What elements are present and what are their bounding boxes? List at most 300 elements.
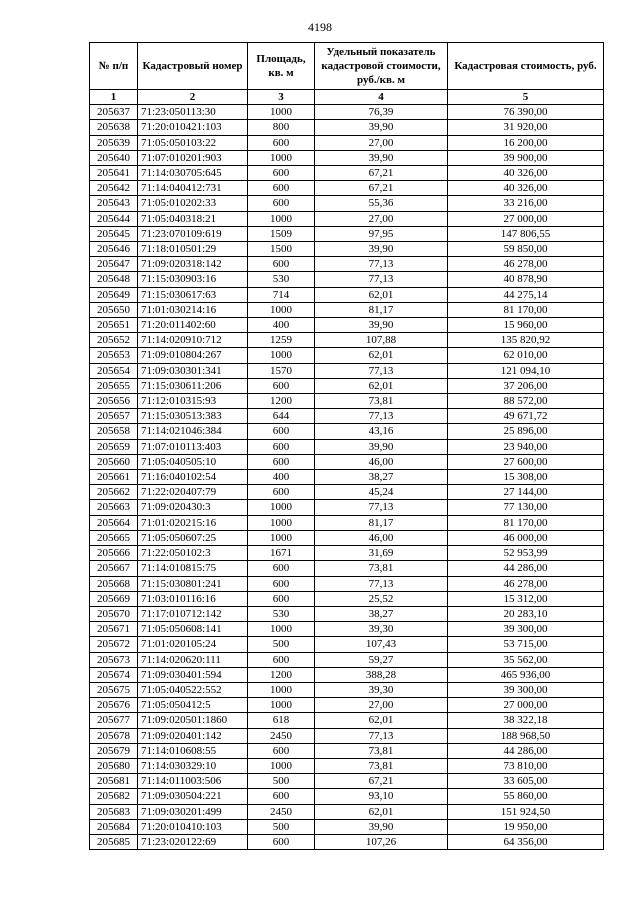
table-row (90, 242, 604, 257)
unit-value: 39,90 (315, 150, 448, 165)
cadastral-number: 71:23:020122:69 (138, 834, 248, 849)
area-value: 1570 (248, 363, 315, 378)
row-index: 205655 (90, 378, 138, 393)
area-value: 800 (248, 120, 315, 135)
table-row (90, 637, 604, 652)
cadastral-cost: 15 960,00 (448, 318, 604, 333)
table-row (90, 819, 604, 834)
cadastral-number: 71:14:010815:75 (138, 561, 248, 576)
row-index: 205657 (90, 409, 138, 424)
cadastral-number: 71:22:050102:3 (138, 546, 248, 561)
area-value: 500 (248, 637, 315, 652)
table-row (90, 500, 604, 515)
area-value: 644 (248, 409, 315, 424)
row-index: 205642 (90, 181, 138, 196)
row-index: 205643 (90, 196, 138, 211)
unit-value: 388,28 (315, 667, 448, 682)
cadastral-number: 71:05:040505:10 (138, 454, 248, 469)
cadastral-cost: 81 170,00 (448, 302, 604, 317)
cadastral-cost: 44 275,14 (448, 287, 604, 302)
column-number: 2 (138, 90, 248, 105)
row-index: 205678 (90, 728, 138, 743)
cadastral-number: 71:14:040412:731 (138, 181, 248, 196)
row-index: 205637 (90, 105, 138, 120)
cadastral-number: 71:14:011003:506 (138, 774, 248, 789)
cadastral-cost: 40 878,90 (448, 272, 604, 287)
cadastral-cost: 33 216,00 (448, 196, 604, 211)
table-row (90, 758, 604, 773)
unit-value: 77,13 (315, 363, 448, 378)
table-row (90, 546, 604, 561)
row-index: 205685 (90, 834, 138, 849)
area-value: 600 (248, 378, 315, 393)
table-row (90, 728, 604, 743)
cadastral-cost: 49 671,72 (448, 409, 604, 424)
table-row (90, 318, 604, 333)
cadastral-number: 71:23:050113:30 (138, 105, 248, 120)
area-value: 1259 (248, 333, 315, 348)
cadastral-number: 71:05:040318:21 (138, 211, 248, 226)
header-cadastral-cost: Кадастровая стоимость, руб. (448, 43, 604, 90)
unit-value: 31,69 (315, 546, 448, 561)
cadastral-number: 71:20:011402:60 (138, 318, 248, 333)
cadastral-number: 71:05:050103:22 (138, 135, 248, 150)
cadastral-number: 71:07:010113:403 (138, 439, 248, 454)
table-row (90, 439, 604, 454)
area-value: 1000 (248, 530, 315, 545)
area-value: 600 (248, 591, 315, 606)
cadastral-number: 71:14:030705:645 (138, 166, 248, 181)
cadastral-cost: 37 206,00 (448, 378, 604, 393)
header-unit-value: Удельный показатель кадастровой стоимости, руб./кв. м (315, 43, 448, 90)
cadastral-number: 71:23:070109:619 (138, 226, 248, 241)
cadastral-number: 71:15:030611:206 (138, 378, 248, 393)
cadastral-number: 71:05:050412:5 (138, 698, 248, 713)
cadastral-number: 71:12:010315:93 (138, 394, 248, 409)
unit-value: 62,01 (315, 713, 448, 728)
cadastral-number: 71:05:010202:33 (138, 196, 248, 211)
cadastral-cost: 23 940,00 (448, 439, 604, 454)
area-value: 1500 (248, 242, 315, 257)
row-index: 205681 (90, 774, 138, 789)
row-index: 205683 (90, 804, 138, 819)
table-row (90, 196, 604, 211)
cadastral-cost: 19 950,00 (448, 819, 604, 834)
column-number: 5 (448, 90, 604, 105)
area-value: 500 (248, 819, 315, 834)
cadastral-number: 71:09:030301:341 (138, 363, 248, 378)
cadastral-cost: 465 936,00 (448, 667, 604, 682)
unit-value: 39,90 (315, 819, 448, 834)
cadastral-number: 71:14:020620:111 (138, 652, 248, 667)
cadastral-cost: 15 308,00 (448, 470, 604, 485)
table-row (90, 682, 604, 697)
unit-value: 73,81 (315, 743, 448, 758)
cadastral-cost: 33 605,00 (448, 774, 604, 789)
unit-value: 38,27 (315, 606, 448, 621)
area-value: 600 (248, 789, 315, 804)
unit-value: 77,13 (315, 728, 448, 743)
cadastral-number: 71:14:030329:10 (138, 758, 248, 773)
cadastral-cost: 147 806,55 (448, 226, 604, 241)
cadastral-number: 71:15:030801:241 (138, 576, 248, 591)
cadastral-number: 71:09:030201:499 (138, 804, 248, 819)
unit-value: 39,90 (315, 242, 448, 257)
column-number: 1 (90, 90, 138, 105)
cadastral-number: 71:17:010712:142 (138, 606, 248, 621)
cadastral-cost: 62 010,00 (448, 348, 604, 363)
row-index: 205680 (90, 758, 138, 773)
unit-value: 81,17 (315, 515, 448, 530)
column-number: 3 (248, 90, 315, 105)
unit-value: 46,00 (315, 530, 448, 545)
table-row (90, 257, 604, 272)
cadastral-cost: 135 820,92 (448, 333, 604, 348)
area-value: 600 (248, 196, 315, 211)
table-row (90, 166, 604, 181)
table-row (90, 378, 604, 393)
unit-value: 39,90 (315, 120, 448, 135)
row-index: 205651 (90, 318, 138, 333)
area-value: 600 (248, 576, 315, 591)
table-row (90, 150, 604, 165)
row-index: 205679 (90, 743, 138, 758)
area-value: 600 (248, 561, 315, 576)
table-row (90, 804, 604, 819)
table-row (90, 789, 604, 804)
area-value: 1000 (248, 150, 315, 165)
table-row (90, 135, 604, 150)
row-index: 205673 (90, 652, 138, 667)
cadastral-number: 71:14:020910:712 (138, 333, 248, 348)
unit-value: 77,13 (315, 272, 448, 287)
area-value: 400 (248, 470, 315, 485)
unit-value: 93,10 (315, 789, 448, 804)
unit-value: 39,30 (315, 682, 448, 697)
area-value: 1000 (248, 622, 315, 637)
cadastral-cost: 27 000,00 (448, 698, 604, 713)
unit-value: 25,52 (315, 591, 448, 606)
table-row (90, 622, 604, 637)
row-index: 205646 (90, 242, 138, 257)
row-index: 205664 (90, 515, 138, 530)
unit-value: 59,27 (315, 652, 448, 667)
table-row (90, 181, 604, 196)
row-index: 205659 (90, 439, 138, 454)
row-index: 205650 (90, 302, 138, 317)
table-body (90, 105, 604, 850)
cadastral-cost: 73 810,00 (448, 758, 604, 773)
unit-value: 62,01 (315, 804, 448, 819)
area-value: 600 (248, 454, 315, 469)
unit-value: 76,39 (315, 105, 448, 120)
row-index: 205660 (90, 454, 138, 469)
unit-value: 39,30 (315, 622, 448, 637)
row-index: 205647 (90, 257, 138, 272)
unit-value: 97,95 (315, 226, 448, 241)
row-index: 205639 (90, 135, 138, 150)
cadastral-number: 71:05:050608:141 (138, 622, 248, 637)
cadastral-number: 71:15:030903:16 (138, 272, 248, 287)
row-index: 205653 (90, 348, 138, 363)
cadastral-number: 71:22:020407:79 (138, 485, 248, 500)
unit-value: 55,36 (315, 196, 448, 211)
cadastral-cost: 76 390,00 (448, 105, 604, 120)
area-value: 600 (248, 424, 315, 439)
cadastral-cost: 77 130,00 (448, 500, 604, 515)
row-index: 205665 (90, 530, 138, 545)
table-row (90, 105, 604, 120)
cadastral-number: 71:20:010421:103 (138, 120, 248, 135)
cadastral-cost: 15 312,00 (448, 591, 604, 606)
table-row (90, 698, 604, 713)
area-value: 714 (248, 287, 315, 302)
cadastral-number: 71:20:010410:103 (138, 819, 248, 834)
cadastral-value-table (89, 42, 604, 850)
area-value: 1000 (248, 682, 315, 697)
area-value: 600 (248, 485, 315, 500)
area-value: 1000 (248, 348, 315, 363)
table-row (90, 454, 604, 469)
table-row (90, 743, 604, 758)
cadastral-cost: 46 278,00 (448, 257, 604, 272)
cadastral-number: 71:14:010608:55 (138, 743, 248, 758)
row-index: 205684 (90, 819, 138, 834)
row-index: 205674 (90, 667, 138, 682)
unit-value: 38,27 (315, 470, 448, 485)
area-value: 600 (248, 181, 315, 196)
cadastral-cost: 25 896,00 (448, 424, 604, 439)
cadastral-cost: 52 953,99 (448, 546, 604, 561)
table-row (90, 272, 604, 287)
cadastral-number: 71:01:020105:24 (138, 637, 248, 652)
table-row (90, 302, 604, 317)
cadastral-cost: 27 000,00 (448, 211, 604, 226)
cadastral-number: 71:09:020501:1860 (138, 713, 248, 728)
row-index: 205666 (90, 546, 138, 561)
row-index: 205675 (90, 682, 138, 697)
cadastral-cost: 44 286,00 (448, 743, 604, 758)
cadastral-number: 71:05:040522:552 (138, 682, 248, 697)
area-value: 1000 (248, 211, 315, 226)
row-index: 205641 (90, 166, 138, 181)
cadastral-number: 71:09:010804:267 (138, 348, 248, 363)
cadastral-cost: 81 170,00 (448, 515, 604, 530)
cadastral-cost: 39 300,00 (448, 622, 604, 637)
area-value: 400 (248, 318, 315, 333)
table-row (90, 394, 604, 409)
table-row (90, 834, 604, 849)
unit-value: 62,01 (315, 348, 448, 363)
area-value: 2450 (248, 728, 315, 743)
unit-value: 46,00 (315, 454, 448, 469)
unit-value: 107,26 (315, 834, 448, 849)
table-row (90, 713, 604, 728)
table-row (90, 363, 604, 378)
cadastral-number: 71:01:030214:16 (138, 302, 248, 317)
table-row (90, 348, 604, 363)
unit-value: 67,21 (315, 166, 448, 181)
table-row (90, 424, 604, 439)
cadastral-cost: 64 356,00 (448, 834, 604, 849)
row-index: 205672 (90, 637, 138, 652)
table-row (90, 576, 604, 591)
unit-value: 107,43 (315, 637, 448, 652)
cadastral-number: 71:09:020401:142 (138, 728, 248, 743)
row-index: 205638 (90, 120, 138, 135)
unit-value: 107,88 (315, 333, 448, 348)
area-value: 1000 (248, 500, 315, 515)
row-index: 205671 (90, 622, 138, 637)
area-value: 1200 (248, 394, 315, 409)
row-index: 205640 (90, 150, 138, 165)
area-value: 600 (248, 135, 315, 150)
unit-value: 77,13 (315, 257, 448, 272)
unit-value: 73,81 (315, 561, 448, 576)
cadastral-cost: 16 200,00 (448, 135, 604, 150)
cadastral-cost: 151 924,50 (448, 804, 604, 819)
area-value: 1200 (248, 667, 315, 682)
cadastral-cost: 46 278,00 (448, 576, 604, 591)
cadastral-cost: 35 562,00 (448, 652, 604, 667)
table-row (90, 409, 604, 424)
page-number: 4198 (308, 20, 332, 34)
area-value: 1000 (248, 105, 315, 120)
table-row (90, 226, 604, 241)
header-index: № п/п (90, 43, 138, 90)
cadastral-number: 71:15:030617:63 (138, 287, 248, 302)
area-value: 2450 (248, 804, 315, 819)
table-row (90, 652, 604, 667)
cadastral-cost: 39 900,00 (448, 150, 604, 165)
cadastral-cost: 38 322,18 (448, 713, 604, 728)
cadastral-number: 71:18:010501:29 (138, 242, 248, 257)
table-row (90, 561, 604, 576)
cadastral-number: 71:14:021046:384 (138, 424, 248, 439)
area-value: 530 (248, 606, 315, 621)
unit-value: 73,81 (315, 758, 448, 773)
row-index: 205662 (90, 485, 138, 500)
row-index: 205663 (90, 500, 138, 515)
cadastral-cost: 40 326,00 (448, 166, 604, 181)
table-row (90, 515, 604, 530)
cadastral-cost: 88 572,00 (448, 394, 604, 409)
row-index: 205648 (90, 272, 138, 287)
header-cadastral-number: Кадастровый номер (138, 43, 248, 90)
cadastral-cost: 39 300,00 (448, 682, 604, 697)
cadastral-number: 71:01:020215:16 (138, 515, 248, 530)
cadastral-cost: 121 094,10 (448, 363, 604, 378)
cadastral-cost: 188 968,50 (448, 728, 604, 743)
cadastral-number: 71:09:030504:221 (138, 789, 248, 804)
header-area: Площадь, кв. м (248, 43, 315, 90)
row-index: 205682 (90, 789, 138, 804)
unit-value: 43,16 (315, 424, 448, 439)
cadastral-number: 71:09:020318:142 (138, 257, 248, 272)
cadastral-cost: 31 920,00 (448, 120, 604, 135)
cadastral-number: 71:15:030513:383 (138, 409, 248, 424)
area-value: 618 (248, 713, 315, 728)
table-row (90, 485, 604, 500)
cadastral-number: 71:16:040102:54 (138, 470, 248, 485)
cadastral-number: 71:07:010201:903 (138, 150, 248, 165)
cadastral-number: 71:09:030401:594 (138, 667, 248, 682)
area-value: 600 (248, 166, 315, 181)
unit-value: 77,13 (315, 409, 448, 424)
column-number-row (90, 90, 604, 105)
table-row (90, 120, 604, 135)
row-index: 205658 (90, 424, 138, 439)
header-row (90, 43, 604, 90)
row-index: 205676 (90, 698, 138, 713)
cadastral-cost: 55 860,00 (448, 789, 604, 804)
unit-value: 73,81 (315, 394, 448, 409)
area-value: 500 (248, 774, 315, 789)
table-row (90, 333, 604, 348)
row-index: 205649 (90, 287, 138, 302)
unit-value: 62,01 (315, 378, 448, 393)
area-value: 600 (248, 439, 315, 454)
row-index: 205645 (90, 226, 138, 241)
cadastral-cost: 40 326,00 (448, 181, 604, 196)
cadastral-cost: 46 000,00 (448, 530, 604, 545)
cadastral-cost: 53 715,00 (448, 637, 604, 652)
cadastral-cost: 59 850,00 (448, 242, 604, 257)
row-index: 205656 (90, 394, 138, 409)
row-index: 205661 (90, 470, 138, 485)
unit-value: 77,13 (315, 500, 448, 515)
cadastral-number: 71:09:020430:3 (138, 500, 248, 515)
unit-value: 27,00 (315, 135, 448, 150)
area-value: 1000 (248, 698, 315, 713)
area-value: 1000 (248, 302, 315, 317)
unit-value: 39,90 (315, 318, 448, 333)
unit-value: 27,00 (315, 211, 448, 226)
area-value: 1509 (248, 226, 315, 241)
row-index: 205652 (90, 333, 138, 348)
unit-value: 27,00 (315, 698, 448, 713)
row-index: 205668 (90, 576, 138, 591)
table-row (90, 667, 604, 682)
unit-value: 39,90 (315, 439, 448, 454)
unit-value: 45,24 (315, 485, 448, 500)
column-number: 4 (315, 90, 448, 105)
area-value: 530 (248, 272, 315, 287)
area-value: 1000 (248, 515, 315, 530)
cadastral-cost: 27 144,00 (448, 485, 604, 500)
unit-value: 67,21 (315, 774, 448, 789)
row-index: 205677 (90, 713, 138, 728)
area-value: 600 (248, 652, 315, 667)
table-row (90, 774, 604, 789)
area-value: 600 (248, 834, 315, 849)
cadastral-cost: 20 283,10 (448, 606, 604, 621)
unit-value: 81,17 (315, 302, 448, 317)
unit-value: 67,21 (315, 181, 448, 196)
row-index: 205654 (90, 363, 138, 378)
row-index: 205669 (90, 591, 138, 606)
unit-value: 62,01 (315, 287, 448, 302)
unit-value: 77,13 (315, 576, 448, 591)
table-row (90, 287, 604, 302)
row-index: 205667 (90, 561, 138, 576)
table-row (90, 591, 604, 606)
cadastral-cost: 27 600,00 (448, 454, 604, 469)
table-row (90, 211, 604, 226)
table-row (90, 470, 604, 485)
table-row (90, 606, 604, 621)
area-value: 1000 (248, 758, 315, 773)
